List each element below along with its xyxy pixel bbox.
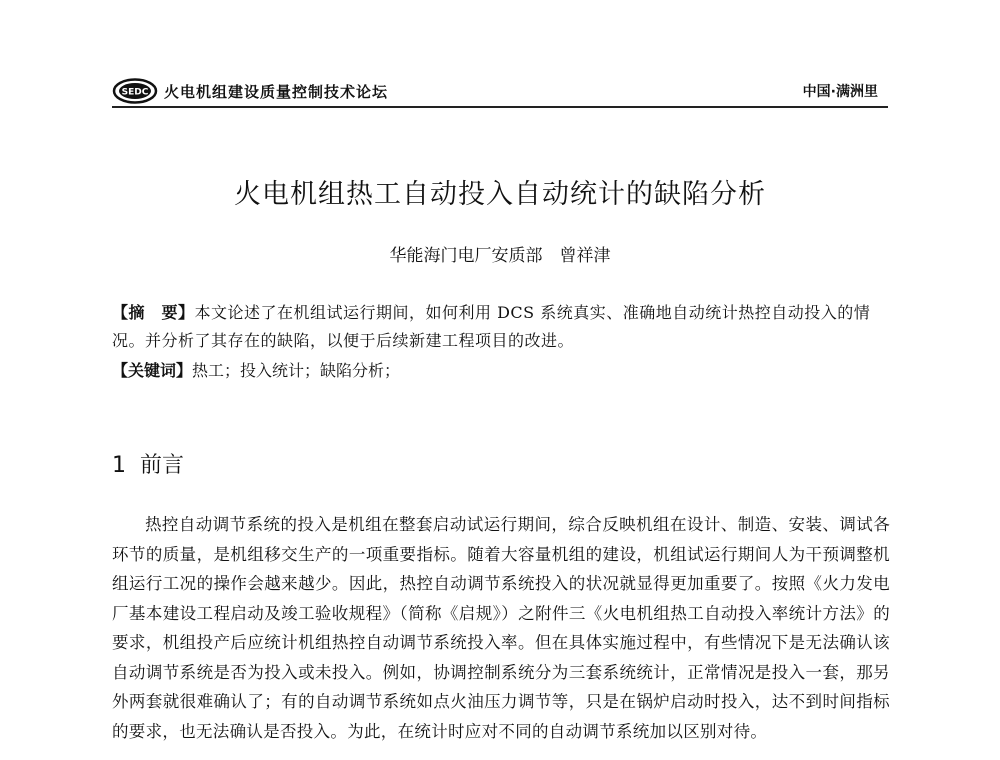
keywords-text: 热工；投入统计；缺陷分析； [192,361,401,380]
abstract [112,299,890,355]
forum-location: 中国·满洲里 [802,84,878,100]
abstract-text: 本文论述了在机组试运行期间，如何利用 DCS 系统真实、准确地自动统计热控自动投入的情况。并分析了其存在的缺陷，以便于后续新建工程项目的改进。 [112,303,871,350]
header-divider [112,106,888,108]
paper-title: 火电机组热工自动投入自动统计的缺陷分析 [234,179,766,210]
body-paragraph: 热控自动调节系统的投入是机组在整套启动试运行期间，综合反映机组在设计、制造、安装、调试各环节的质量，是机组移交生产的一项重要指标。随着大容量机组的建设，机组试运行期间人为干预调整机组运行工况的操作会越来越少。因此，热控自动调节系统投入的状况就显得更加重要了。按照《火力发电厂基本建设工程启动及竣工验收规程》（简称《启规》）之附件三《火电机组热工自动投入率统计方法》的要求，机组投产后应统计机组热控自动调节系统投入率。但在具体实施过程中，有些情况下是无法确认该自动调节系统是否为投入或未投入。例如，协调控制系统分为三套系统统计，正常情况是投入一套，那另外两套就很难确认了；有的自动调节系统如点火油压力调节等，只是在锅炉启动时投入，达不到时间指标的要求，也无法确认是否投入。为此，在统计时应对不同的自动调节系统加以区别对待。 [112,515,890,741]
forum-logo-icon [112,78,158,104]
running-header [112,78,888,106]
forum-title: 火电机组建设质量控制技术论坛 [164,83,389,101]
abstract-label: 【摘 要】 [112,303,195,322]
section-title: 前言 [140,453,185,478]
section-number: 1 [112,453,126,478]
keywords-label: 【关键词】 [112,361,193,380]
logo-text: SEDC [121,87,149,98]
keywords [112,357,890,385]
section-heading [112,448,184,479]
author-line: 华能海门电厂安质部 曾祥津 [389,246,611,266]
